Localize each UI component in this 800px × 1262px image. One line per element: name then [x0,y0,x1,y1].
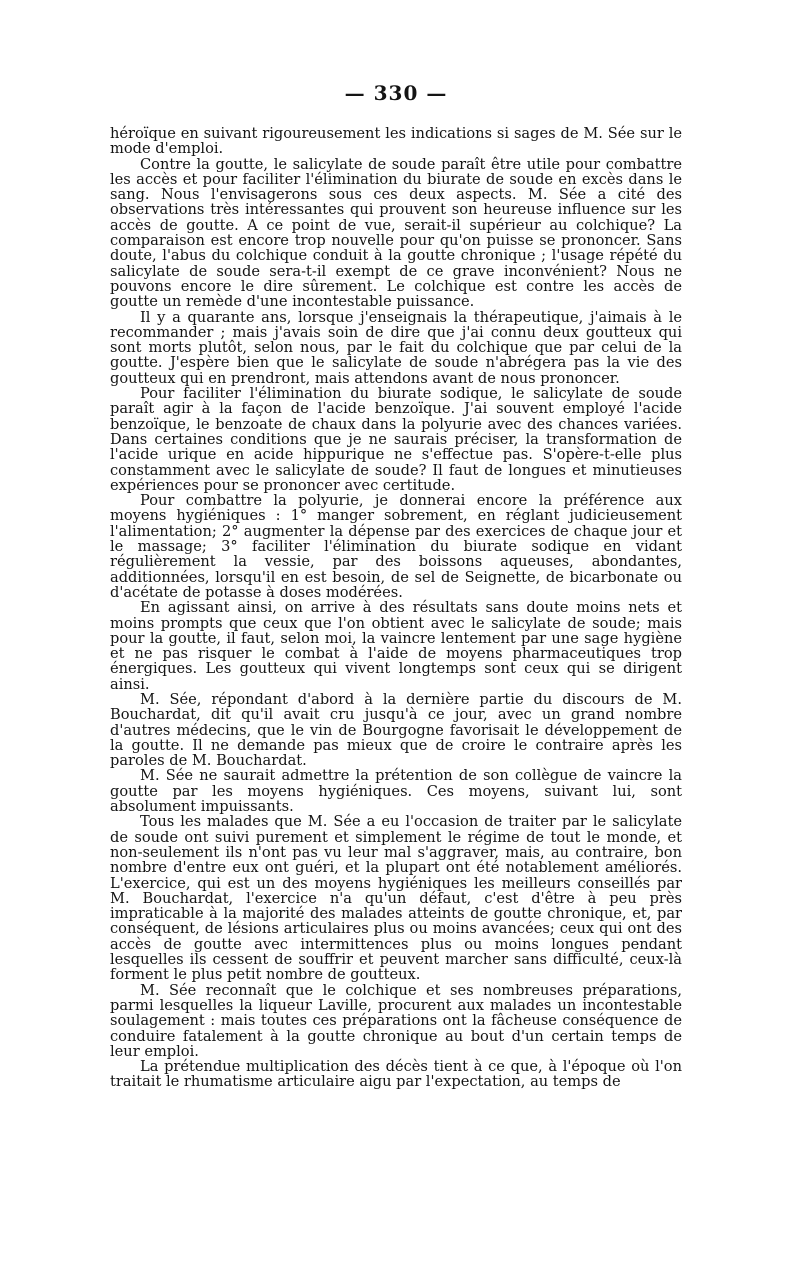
paragraph-3: Il y a quarante ans, lorsque j'enseignais la thérapeutique, j'aimais à le recommander ; mais j'avais soin de dire que j'ai connu deux goutteux qui sont morts plutôt, selon nous, par le fait du colchique que par celui de la goutte. J'espère bien que le salicylate de soude n'abrégera pas la vie des goutteux qui en prendront, mais attendons avant de nous prononcer. [110,308,682,387]
paragraph-8: M. Sée ne saurait admettre la prétention de son collègue de vaincre la goutte par les moyens hygiéniques. Ces moyens, suivant lui, sont absolument impuissants. [110,767,682,816]
page-number: — 330 — [344,81,448,105]
paragraph-10: M. Sée reconnaît que le colchique et ses nombreuses préparations, parmi lesquelles la liqueur Laville, procurent aux malades un incontestable soulagement : mais toutes ces préparations ont la fâcheuse conséquence de conduire fatalement à la goutte chronique au bout d'un certain temps de leur emploi. [110,981,682,1060]
paragraph-1: héroïque en suivant rigoureusement les indications si sages de M. Sée sur le mode d'emploi. [110,125,682,158]
paragraph-5: Pour combattre la polyurie, je donnerai encore la préférence aux moyens hygiéniques : 1° manger sobrement, en réglant judicieusement l'alimentation; 2° augmenter la dépense par des exercices de chaque jour et le massage; 3° faciliter l'élimination du biurate sodique en vidant régulièrement la vessie, par des boissons aqueuses, abondantes, additionnées, lorsqu'il en est besoin, de sel de Seignette, de bicarbonate ou d'acétate de potasse à doses modérées. [110,492,682,601]
paragraph-9: Tous les malades que M. Sée a eu l'occasion de traiter par le salicylate de soude ont suivi purement et simplement le régime de tout le monde, et non-seulement ils n'ont pas vu leur mal s'aggraver, mais, au contraire, bon nombre d'entre eux ont guéri, et la plupart ont été notablement améliorés. L'exercice, qui est un des moyens hygiéniques les meilleurs conseillés par M. Bouchardat, l'exercice n'a qu'un défaut, c'est d'être à peu près impraticable à la majorité des malades atteints de goutte chronique, et, par conséquent, de lésions articulaires plus ou moins avancées; ceux qui ont des accès de goutte avec intermittences plus ou moins longues pendant lesquelles ils cessent de souffrir et peuvent marcher sans difficulté, ceux-là forment le plus petit nombre de goutteux. [110,813,682,984]
document-page [110,82,682,1090]
paragraph-7: M. Sée, répondant d'abord à la dernière partie du discours de M. Bouchardat, dit qu'il avait cru jusqu'à ce jour, avec un grand nombre d'autres médecins, que le vin de Bourgogne favorisait le développement de la goutte. Il ne demande pas mieux que de croire le contraire après les paroles de M. Bouchardat. [110,690,682,770]
paragraph-4: Pour faciliter l'élimination du biurate sodique, le salicylate de soude paraît agir à la façon de l'acide benzoïque. J'ai souvent employé l'acide benzoïque, le benzoate de chaux dans la polyurie avec des chances variées. Dans certaines conditions que je ne saurais préciser, la transformation de l'acide urique en acide hippurique ne s'effectue pas. S'opère-t-elle plus constamment avec le salicylate de soude? Il faut de longues et minutieuses expériences pour se prononcer avec certitude. [110,385,682,494]
paragraph-6: En agissant ainsi, on arrive à des résultats sans doute moins nets et moins prompts que ceux que l'on obtient avec le salicylate de soude; mais pour la goutte, il faut, selon moi, la vaincre lentement par une sage hygiène et ne pas risquer le combat à l'aide de moyens pharmaceutiques trop énergiques. Les goutteux qui vivent longtemps sont ceux qui se dirigent ainsi. [110,599,682,693]
paragraph-11: La prétendue multiplication des décès tient à ce que, à l'époque où l'on traitait le rhumatisme articulaire aigu par l'expectation, au temps de [110,1058,682,1091]
paragraph-2: Contre la goutte, le salicylate de soude paraît être utile pour combattre les accès et pour faciliter l'élimination du biurate de soude en excès dans le sang. Nous l'envisagerons sous ces deux aspects. M. Sée a cité des observations très intéressantes qui prouvent son heureuse influence sur les accès de goutte. A ce point de vue, serait-il supérieur au colchique? La comparaison est encore trop nouvelle pour qu'on puisse se prononcer. Sans doute, l'abus du colchique conduit à la goutte chronique ; l'usage répété du salicylate de soude sera-t-il exempt de ce grave inconvénient? Nous ne pouvons encore le dire sûrement. Le colchique est contre les accès de goutte un remède d'une incontestable puissance. [110,155,682,311]
